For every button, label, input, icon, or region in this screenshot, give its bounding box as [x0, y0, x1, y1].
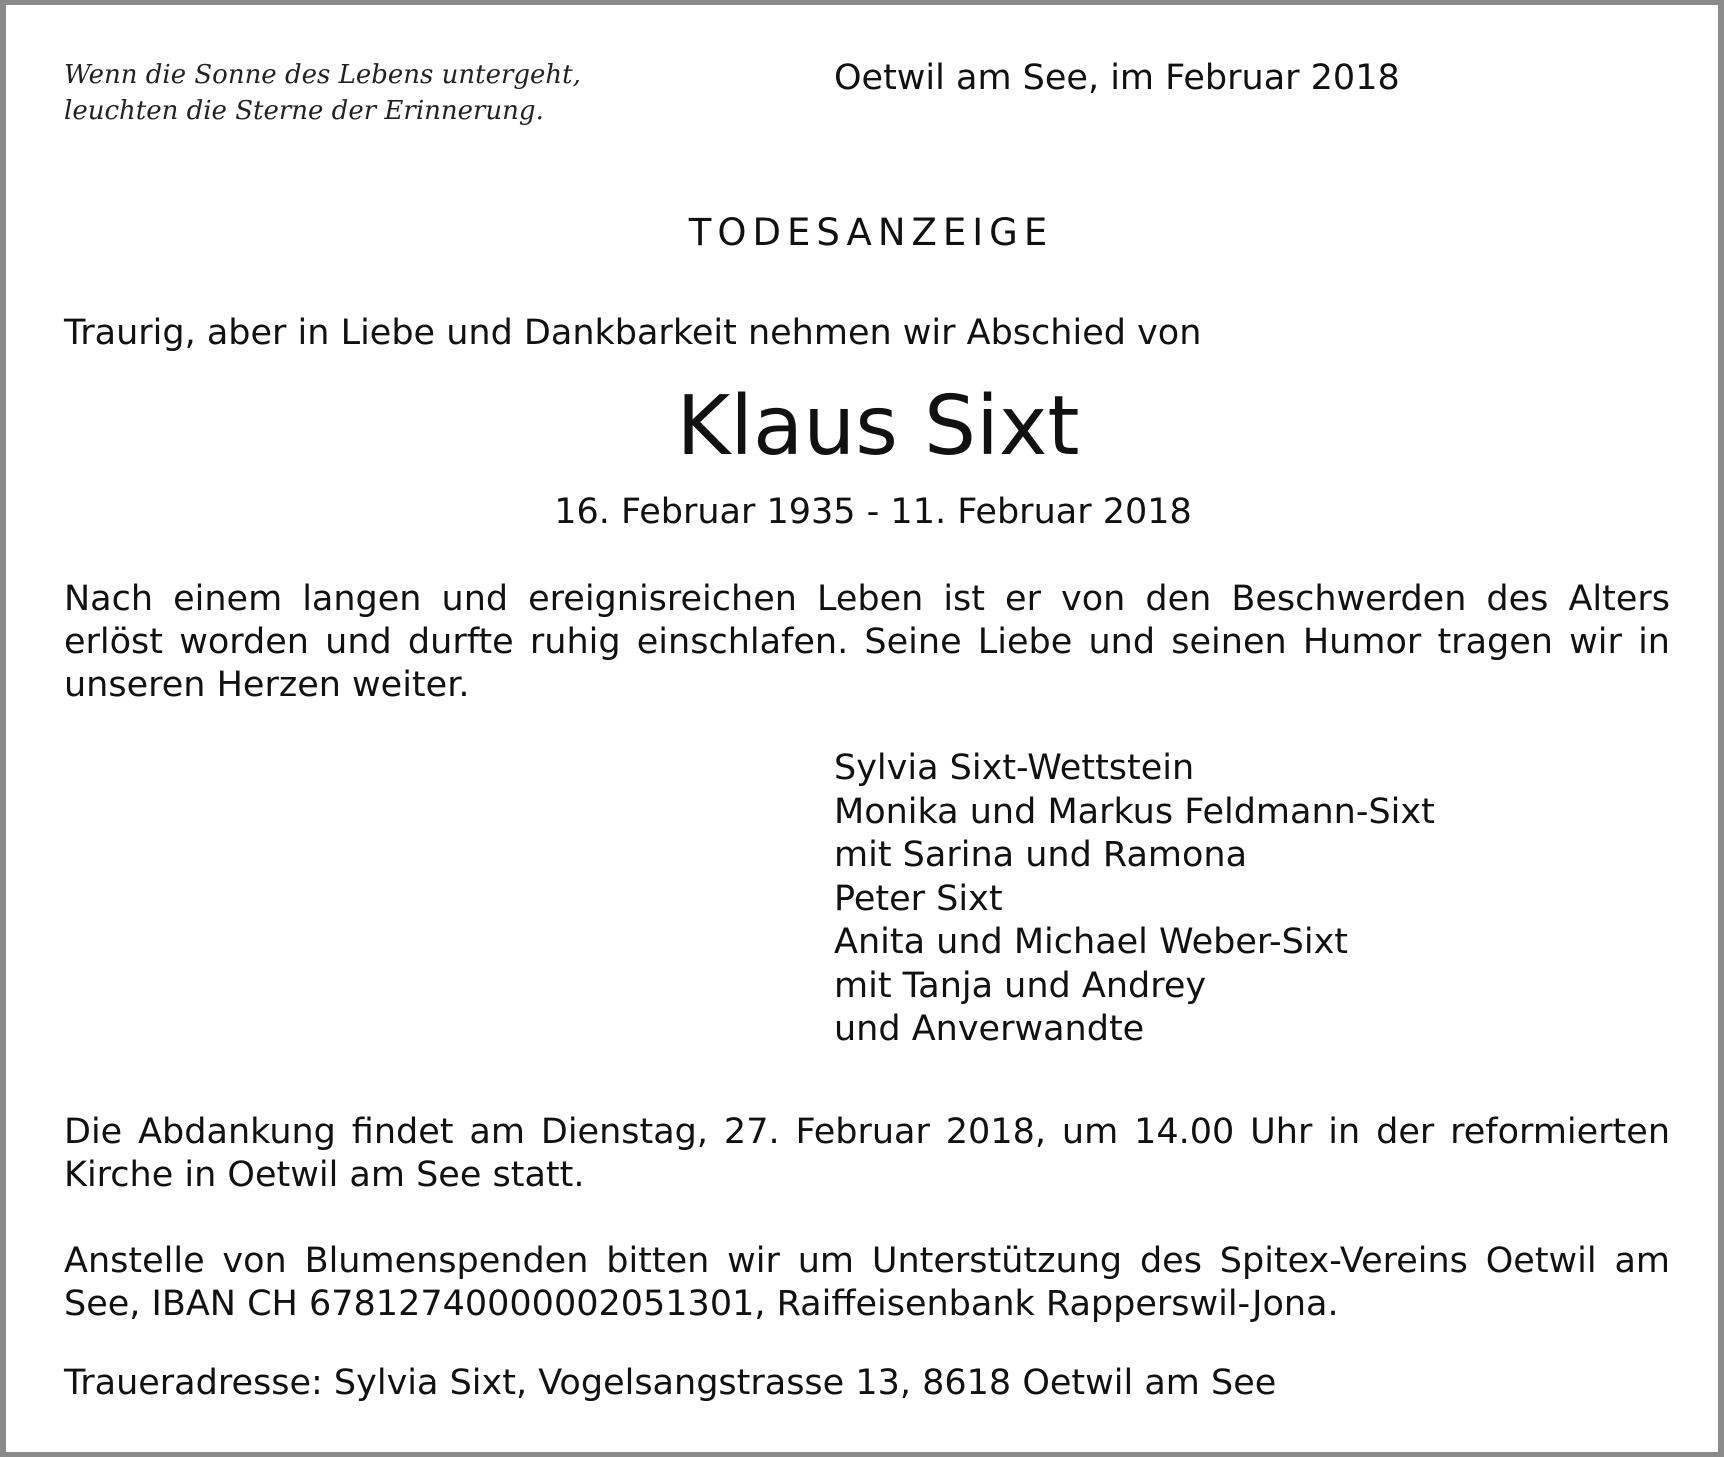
place-date: Oetwil am See, im Februar 2018	[834, 58, 1400, 98]
life-paragraph: Nach einem langen und ereignisreichen Leben ist er von den Beschwerden des Alters erlöst worden und durfte ruhig einschlafen. Seine Liebe und seinen Humor tragen wir in unseren Herzen weiter.	[64, 579, 1670, 705]
family-member: Sylvia Sixt-Wettstein	[834, 748, 1195, 788]
motto-line-2: leuchten die Sterne der Erinnerung.	[64, 96, 544, 126]
notice-heading: TODESANZEIGE	[688, 211, 1054, 254]
lifespan-dates: 16. Februar 1935 - 11. Februar 2018	[554, 492, 1192, 532]
motto-line-1: Wenn die Sonne des Lebens untergeht,	[64, 60, 581, 90]
mourning-address: Traueradresse: Sylvia Sixt, Vogelsangstrasse 13, 8618 Oetwil am See	[64, 1363, 1277, 1403]
deceased-name: Klaus Sixt	[676, 379, 1080, 474]
family-member: Anita und Michael Weber-Sixt	[834, 922, 1349, 962]
family-member: und Anverwandte	[834, 1009, 1145, 1049]
donation-paragraph: Anstelle von Blumenspenden bitten wir um Unterstützung des Spitex-Vereins Oetwil am See, IBAN CH 67812740000002051301, Raiffeisenbank Rapperswil-Jona.	[64, 1241, 1670, 1324]
family-member: Monika und Markus Feldmann-Sixt	[834, 791, 1435, 832]
motto-quote	[64, 57, 581, 129]
family-member: mit Tanja und Andrey	[834, 965, 1207, 1006]
family-list	[834, 747, 1435, 1052]
family-member: mit Sarina und Ramona	[834, 835, 1248, 875]
service-paragraph: Die Abdankung findet am Dienstag, 27. Februar 2018, um 14.00 Uhr in der reformierten Kirche in Oetwil am See statt.	[64, 1112, 1670, 1195]
intro-text: Traurig, aber in Liebe und Dankbarkeit nehmen wir Abschied von	[64, 313, 1202, 353]
family-member: Peter Sixt	[834, 878, 1003, 919]
